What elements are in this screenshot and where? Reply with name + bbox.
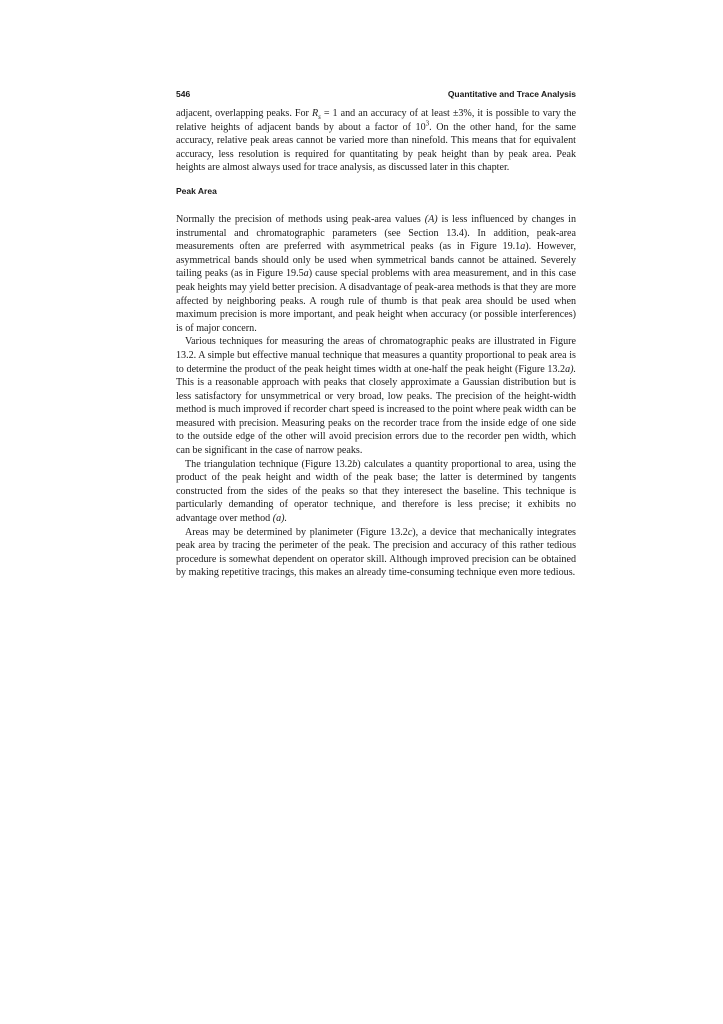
exponent: 3	[425, 119, 430, 128]
paragraph-peak-area-4: Areas may be determined by planimeter (Figure 13.2c), a device that mechanically integrates peak area by tracing the perimeter of the peak. The precision and accuracy of this rather tedious procedure is somewhat dependent on operator skill. Although improved precision can be obtained by making repetitive tracings, this makes an already time-consuming technique even more tedious.	[176, 526, 576, 579]
section-heading: Peak Area	[176, 185, 217, 196]
rs-symbol: R	[311, 108, 319, 119]
paragraph-peak-area-3: The triangulation technique (Figure 13.2b) calculates a quantity proportional to area, using the product of the peak height and width of the peak base; the latter is determined by tangents constructed from the sides of the peaks so that they interesect the baseline. This technique is particularly demanding of operator technique, and therefore is less precise; it exhibits no advantage over method (a).	[176, 458, 576, 525]
paragraph-peak-area-2: Various techniques for measuring the areas of chromatographic peaks are illustrated in Figure 13.2. A simple but effective manual technique that measures a quantity proportional to peak area is to determine the product of the peak height times width at one-half the peak height (Figure 13.2a). This is a reasonable approach with peaks that closely approximate a Gaussian distribution but is less satisfactory for unsymmetrical or very broad, low peaks. The precision of the height-width method is much improved if recorder chart speed is increased to the point where peak width can be measured with precision. Measuring peaks on the recorder trace from the inside edge of one side to the outside edge of the other will avoid precision errors due to the recorder pen width, which can be significant in the case of narrow peaks.	[176, 336, 576, 457]
rs-subscript: s	[318, 113, 321, 122]
page-number: 546	[176, 89, 191, 99]
paragraph-peak-area-1: Normally the precision of methods using peak-area values (A) is less influenced by changes in instrumental and chromatographic parameters (see Section 13.4). In addition, peak-area measurements often are preferred with asymmetrical peaks (as in Figure 19.1a). However, asymmetrical bands should only be used when symmetrical bands cannot be attained. Severely tailing peaks (as in Figure 19.5a) cause special problems with area measurement, and in this case peak heights may yield better precision. A disadvantage of peak-area methods is that they are more affected by neighboring peaks. A rough rule of thumb is that peak area should be used when maximum precision is more important, and peak height when accuracy (or possible interferences) is of major concern.	[176, 213, 577, 334]
running-title: Quantitative and Trace Analysis	[447, 89, 576, 99]
paragraph-intro: adjacent, overlapping peaks. For $R_s = 1$ and an accuracy of at least ±3%, it is possible to vary the relative heights of adjacent bands by about a factor of $10^3$. On the other hand, for the same accuracy, relative peak areas cannot be varied more than ninefold. This means that for equivalent accuracy, less resolution is required for quantitating by peak height than by peak area. Peak heights are almost always used for trace analysis, as discussed later in this chapter.	[176, 108, 576, 174]
book-page	[176, 88, 576, 580]
running-header	[176, 88, 576, 100]
